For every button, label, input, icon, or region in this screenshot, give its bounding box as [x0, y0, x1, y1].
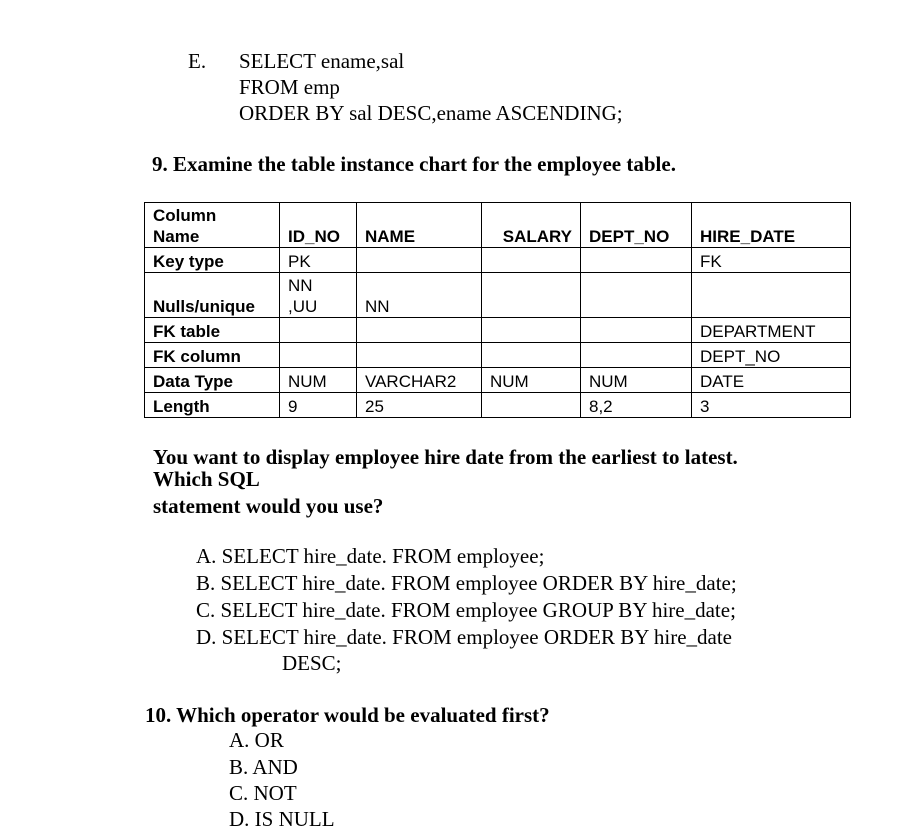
row-label: FK column [145, 343, 280, 368]
table-cell: 25 [357, 393, 482, 418]
table-cell: FK [692, 248, 851, 273]
table-cell: DATE [692, 368, 851, 393]
question-9-option-c: C. SELECT hire_date. FROM employee GROUP BY hire_date; [196, 598, 736, 622]
table-cell: PK [280, 248, 357, 273]
table-cell [357, 248, 482, 273]
table-row-key-type [145, 248, 851, 273]
table-cell: DEPARTMENT [692, 318, 851, 343]
table-cell: NN [357, 273, 482, 318]
question-e-line: FROM emp [239, 75, 340, 99]
table-row-fk-table [145, 318, 851, 343]
employee-table-instance-chart [144, 202, 851, 418]
question-10-option-a: A. OR [229, 728, 284, 752]
cell-line: ,UU [288, 297, 318, 316]
header-label-cell [145, 203, 280, 248]
column-header-dept-no: DEPT_NO [581, 203, 692, 248]
table-cell: NUM [280, 368, 357, 393]
table-cell [280, 343, 357, 368]
table-cell [482, 343, 581, 368]
column-header-salary: SALARY [482, 203, 581, 248]
table-cell [581, 343, 692, 368]
question-9-option-d: D. SELECT hire_date. FROM employee ORDER BY hire_date [196, 625, 733, 649]
question-9-option-d-continued: DESC; [282, 651, 342, 675]
table-cell: 9 [280, 393, 357, 418]
table-row-length [145, 393, 851, 418]
table-cell: VARCHAR2 [357, 368, 482, 393]
question-9-option-b: B. SELECT hire_date. FROM employee ORDER BY hire_date; [196, 571, 737, 595]
question-9-heading: 9. Examine the table instance chart for the employee table. [152, 152, 676, 176]
table-cell: 3 [692, 393, 851, 418]
column-header-name: NAME [357, 203, 482, 248]
table-cell [581, 273, 692, 318]
table-row-nulls-unique [145, 273, 851, 318]
table-cell: NUM [482, 368, 581, 393]
row-label: Nulls/unique [145, 273, 280, 318]
table-cell [280, 273, 357, 318]
row-label: Key type [145, 248, 280, 273]
question-9-option-a: A. SELECT hire_date. FROM employee; [196, 544, 545, 568]
table-cell [357, 343, 482, 368]
cell-line: NN [288, 276, 313, 295]
row-label: Data Type [145, 368, 280, 393]
table-header-row [145, 203, 851, 248]
column-header-id-no: ID_NO [280, 203, 357, 248]
question-9-text: Which SQL [153, 467, 260, 491]
table-cell [692, 273, 851, 318]
table-row-fk-column [145, 343, 851, 368]
question-9-text: You want to display employee hire date from the earliest to latest. [153, 445, 738, 469]
table-cell [482, 393, 581, 418]
question-9-text: statement would you use? [153, 494, 384, 518]
header-label-line: Column [153, 206, 217, 225]
table-row-data-type [145, 368, 851, 393]
question-e-line: ORDER BY sal DESC,ename ASCENDING; [239, 101, 623, 125]
table-cell: 8,2 [581, 393, 692, 418]
question-10-option-b: B. AND [229, 755, 298, 779]
question-10-option-c: C. NOT [229, 781, 297, 805]
question-e-line: SELECT ename,sal [239, 49, 405, 73]
header-label-line: Name [153, 227, 200, 246]
question-e-label: E. [188, 49, 207, 73]
table-cell [482, 273, 581, 318]
table-cell: DEPT_NO [692, 343, 851, 368]
row-label: Length [145, 393, 280, 418]
table-cell [581, 318, 692, 343]
table-cell: NUM [581, 368, 692, 393]
table-cell [357, 318, 482, 343]
question-10-heading: 10. Which operator would be evaluated first? [145, 703, 550, 727]
row-label: FK table [145, 318, 280, 343]
table-cell [482, 318, 581, 343]
table-cell [482, 248, 581, 273]
table-cell [581, 248, 692, 273]
table-cell [280, 318, 357, 343]
column-header-hire-date: HIRE_DATE [692, 203, 851, 248]
question-10-option-d: D. IS NULL [229, 807, 335, 831]
